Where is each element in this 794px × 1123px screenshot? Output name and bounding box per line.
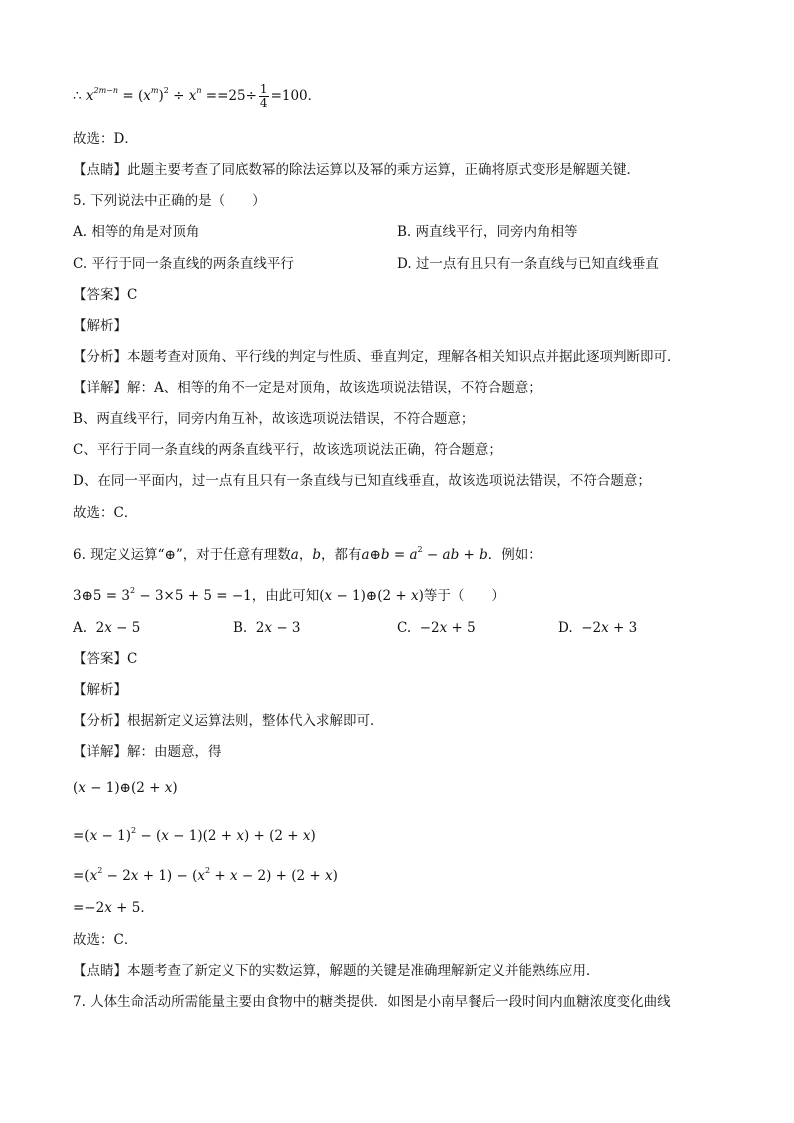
q6-option-d-expr: −2x + 3 <box>576 620 638 636</box>
q6-option-a-expr: 2x − 5 <box>91 620 141 636</box>
q6-option-c <box>397 619 476 637</box>
derivation-step-4: =−2x + 5． <box>73 900 154 916</box>
fraction-one-quarter: $\frac{1}{4}$ <box>259 82 268 110</box>
q5-option-a: A. 相等的角是对顶角 <box>73 224 200 240</box>
q5-option-d: D. 过一点有且只有一条直线与已知直线垂直 <box>397 256 659 272</box>
choice-q6: 故选：C． <box>73 932 138 948</box>
analysis-q5: 【分析】本题考查对顶角、平行线的判定与性质、垂直判定，理解各相关知识点并据此逐项判断即可． <box>73 349 681 365</box>
detail-q5-line-1: 【详解】解：A、相等的角不一定是对顶角，故该选项说法错误，不符合题意； <box>73 380 542 396</box>
derivation-step-2: $=(x - 1)^2 - (x - 1)(2 + x) + (2 + x)$ <box>73 826 316 844</box>
q6-option-b-expr: 2x − 3 <box>251 620 301 636</box>
formula-expression: $x^{2m-n} = (x^m)^2 \div x^n$ = <box>85 86 218 104</box>
analysis-label-q5: 【解析】 <box>73 318 127 334</box>
q6-option-c-label: C. <box>397 620 412 636</box>
q5-option-c: C. 平行于同一条直线的两条直线平行 <box>73 256 294 272</box>
q5-option-b: B. 两直线平行，同旁内角相等 <box>397 224 578 240</box>
formula-line-q4 <box>73 82 321 110</box>
q6-stem-part-e: 等于（ ） <box>423 588 505 604</box>
q6-option-a-label: A. <box>73 620 88 636</box>
comment-q4: 【点睛】此题主要考查了同底数幂的除法运算以及幂的乘方运算，正确将原式变形是解题关键． <box>73 162 640 178</box>
q6-option-a <box>73 619 140 637</box>
q6-stem-part-d: ，由此可知 <box>251 588 320 604</box>
example-formula: 3⊕5 = $3^2 - 3\times 5 + 5 = -1$ <box>73 586 252 604</box>
q6-option-d <box>558 619 637 637</box>
choice-q4: 故选：D． <box>73 131 138 147</box>
q6-stem-part-c: ．例如： <box>487 547 542 563</box>
q6-stem-part-b: ，都有 <box>321 547 362 563</box>
answer-q6: 【答案】C <box>73 651 138 667</box>
derivation-step-1: (x − 1)⊕(2 + x) <box>73 780 178 796</box>
comment-q6: 【点睛】本题考查了新定义下的实数运算，解题的关键是准确理解新定义并能熟练应用． <box>73 963 600 979</box>
q6-option-b-label: B. <box>233 620 248 636</box>
var-b: b <box>312 547 322 563</box>
analysis-label-q6: 【解析】 <box>73 682 127 698</box>
choice-q5: 故选：C． <box>73 505 138 521</box>
detail-q5-line-2: B、两直线平行，同旁内角互补，故该选项说法错误，不符合题意； <box>73 411 475 427</box>
therefore-symbol: ∴ <box>73 88 82 104</box>
question-7-stem: 7. 人体生命活动所需能量主要由食物中的糖类提供．如图是小南早餐后一段时间内血糖浓度变化曲线 <box>73 994 671 1010</box>
analysis-q6: 【分析】根据新定义运算法则，整体代入求解即可． <box>73 713 384 729</box>
detail-q5-line-3: C、平行于同一条直线的两条直线平行，故该选项说法正确，符合题意； <box>73 442 502 458</box>
q6-option-d-label: D. <box>558 620 573 636</box>
detail-q5-line-4: D、在同一平面内，过一点有且只有一条直线与已知直线垂直，故该选项说法错误，不符合题意； <box>73 473 651 489</box>
q6-option-b <box>233 619 301 637</box>
answer-q5: 【答案】C <box>73 287 138 303</box>
formula-end: =100． <box>270 88 322 104</box>
derivation-step-3: $=(x^2 - 2x + 1) - (x^2 + x - 2) + (2 + x)$ <box>73 866 338 884</box>
q6-option-c-expr: −2x + 5 <box>415 620 476 636</box>
definition-formula: a⊕b = $a^2$ − ab + b <box>361 545 488 563</box>
question-6-stem-line-2 <box>73 582 505 605</box>
formula-result: =25÷ <box>217 88 257 104</box>
q6-stem-part-a: 6. 现定义运算“⊕”，对于任意有理数 <box>73 547 291 563</box>
question-6-stem-line-1: 6. 现定义运算“⊕”，对于任意有理数a，b，都有a⊕b = $a^2$ − ab + b．例如： <box>73 545 542 563</box>
var-a: a <box>290 547 299 563</box>
detail-q6: 【详解】解：由题意，得 <box>73 744 222 760</box>
question-5-stem: 5. 下列说法中正确的是（ ） <box>73 193 266 209</box>
target-expression: (x − 1)⊕(2 + x) <box>319 588 424 604</box>
